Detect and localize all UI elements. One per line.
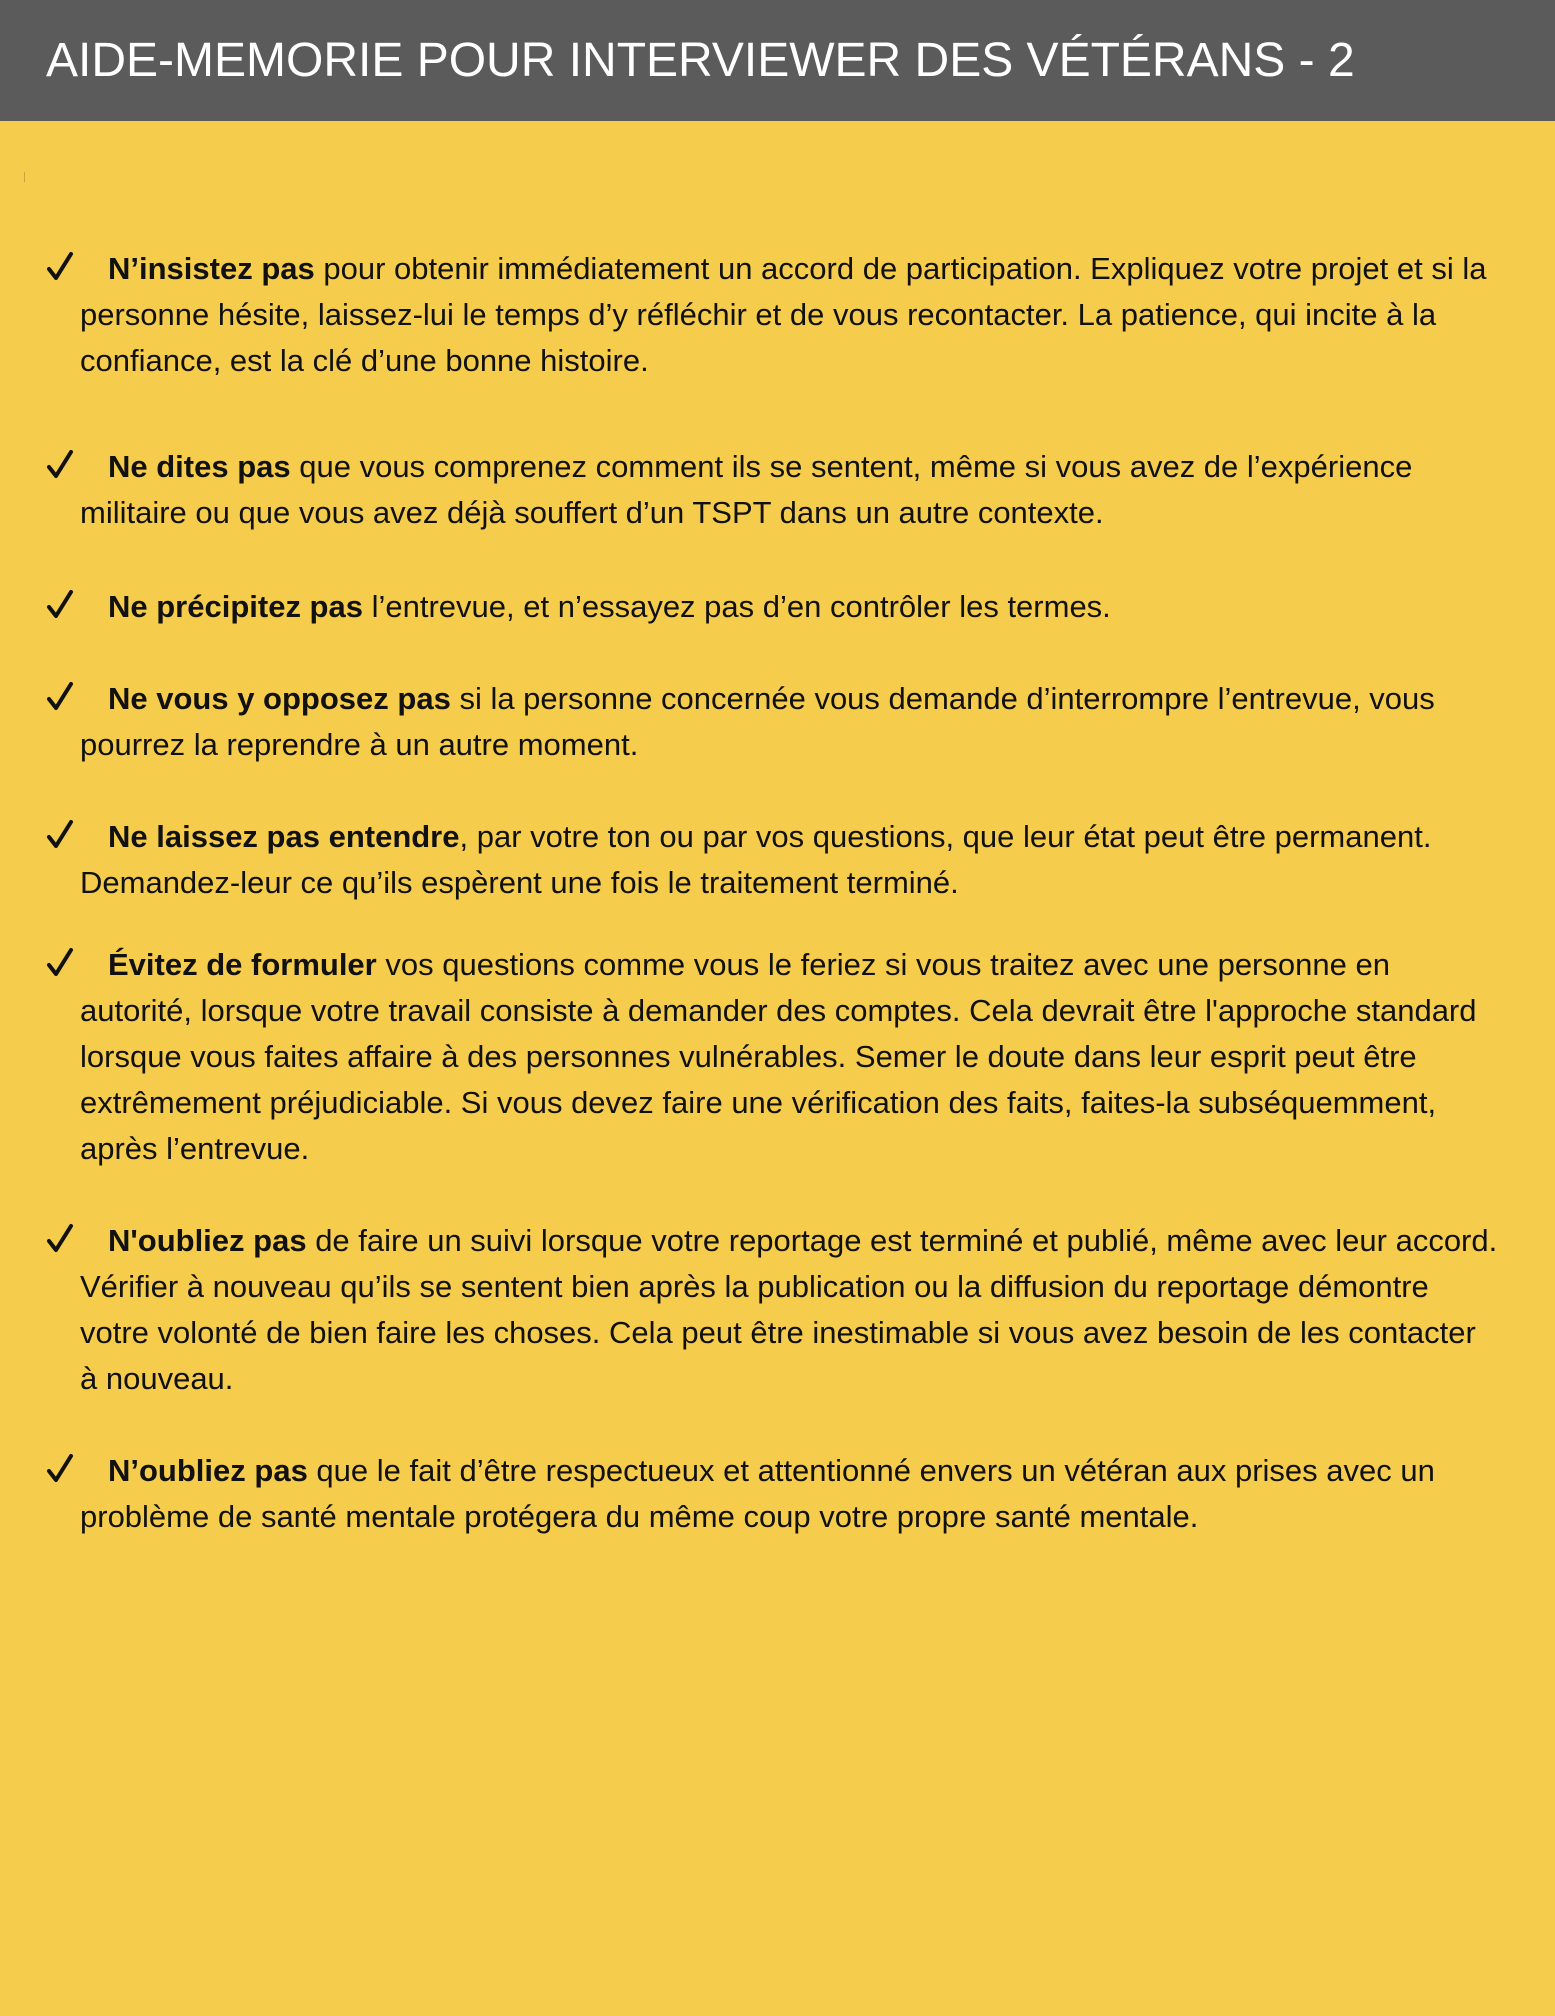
- list-item: [80, 246, 1500, 384]
- item-text: que vous comprenez comment ils se sentent, même si vous avez de l’expérience militaire ou que vous avez déjà souffert d’un TSPT dans un autre contexte.: [80, 449, 1413, 530]
- checkmark-icon: [46, 586, 74, 624]
- list-item: [80, 584, 1500, 630]
- list-item: [80, 676, 1500, 768]
- item-text: l’entrevue, et n’essayez pas d’en contrôler les termes.: [362, 589, 1111, 624]
- page-title: AIDE-MEMORIE POUR INTERVIEWER DES VÉTÉRANS - 2: [46, 34, 1355, 87]
- item-lead: Ne laissez pas entendre: [108, 819, 460, 854]
- item-lead: Ne vous y opposez pas: [108, 681, 451, 716]
- page-header: [0, 0, 1555, 121]
- item-lead: Ne dites pas: [108, 449, 291, 484]
- list-item: [80, 1448, 1500, 1540]
- checkmark-icon: [46, 944, 74, 982]
- item-lead: N’insistez pas: [108, 251, 315, 286]
- list-item: [80, 814, 1500, 906]
- checkmark-icon: [46, 446, 74, 484]
- item-text: que le fait d’être respectueux et attentionné envers un vétéran aux prises avec un problème de santé mentale protégera du même coup votre propre santé mentale.: [80, 1453, 1435, 1534]
- item-text: de faire un suivi lorsque votre reportage est terminé et publié, même avec leur accord. Vérifier à nouveau qu’ils se sentent bien après la publication ou la diffusion du reportage démontre votre volonté de bien faire les choses. Cela peut être inestimable si vous avez besoin de les contacter à nouveau.: [80, 1223, 1498, 1396]
- item-text: , par votre ton ou par vos questions, que leur état peut être permanent. Demandez-leur ce qu’ils espèrent une fois le traitement terminé.: [80, 819, 1432, 900]
- checkmark-icon: [46, 678, 74, 716]
- list-item: [80, 942, 1500, 1172]
- item-lead: Ne précipitez pas: [108, 589, 363, 624]
- checkmark-icon: [46, 248, 74, 286]
- stray-mark: [24, 172, 25, 182]
- item-text: pour obtenir immédiatement un accord de participation. Expliquez votre projet et si la personne hésite, laissez-lui le temps d’y réfléchir et de vous recontacter. La patience, qui incite à la confiance, est la clé d’une bonne histoire.: [80, 251, 1487, 378]
- list-item: [80, 1218, 1500, 1402]
- item-lead: N’oubliez pas: [108, 1453, 308, 1488]
- list-item: [80, 444, 1500, 536]
- item-lead: Évitez de formuler: [108, 947, 377, 982]
- checkmark-icon: [46, 816, 74, 854]
- item-text: si la personne concernée vous demande d’interrompre l’entrevue, vous pourrez la reprendre à un autre moment.: [80, 681, 1435, 762]
- item-lead: N'oubliez pas: [108, 1223, 307, 1258]
- checkmark-icon: [46, 1220, 74, 1258]
- checkmark-icon: [46, 1450, 74, 1488]
- item-text: vos questions comme vous le feriez si vous traitez avec une personne en autorité, lorsque votre travail consiste à demander des comptes. Cela devrait être l'approche standard lorsque vous faites affaire à des personnes vulnérables. Semer le doute dans leur esprit peut être extrêmement préjudiciable. Si vous devez faire une vérification des faits, faites-la subséquemment, après l’entrevue.: [80, 947, 1477, 1166]
